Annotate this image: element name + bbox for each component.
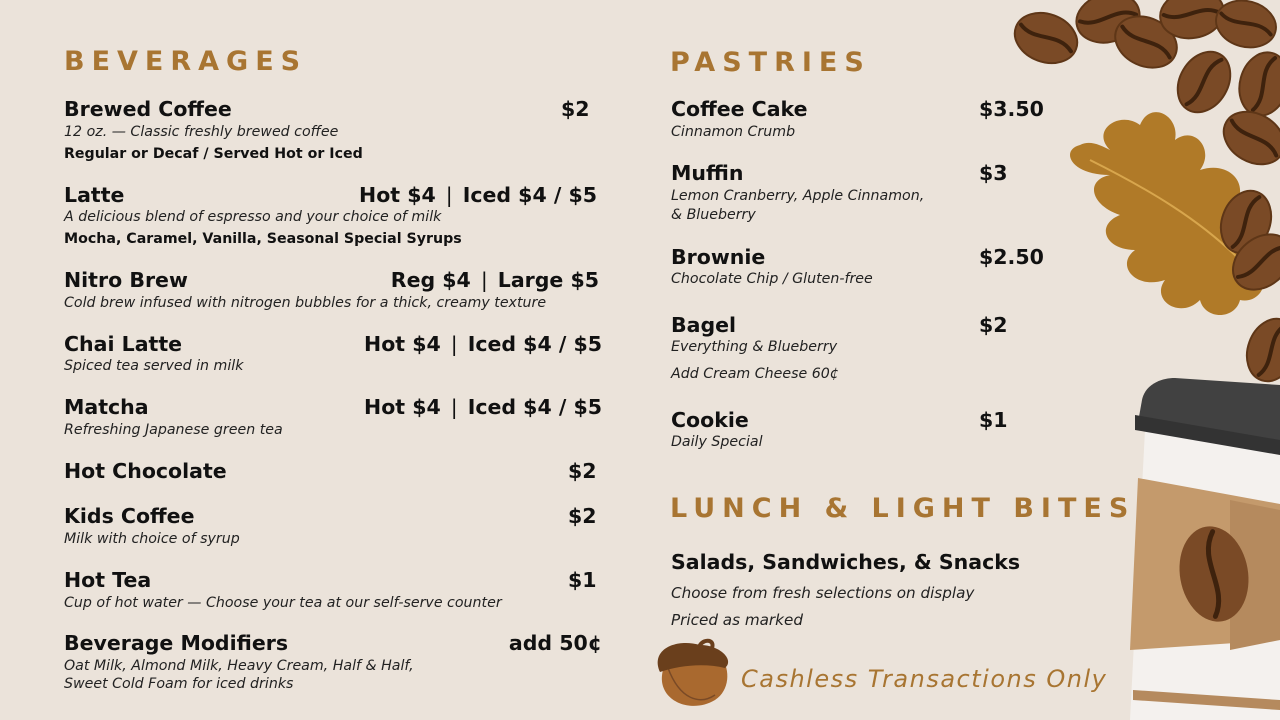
menu-item-desc: Chocolate Chip / Gluten-free [671, 271, 873, 287]
menu-item-desc: 12 oz. — Classic freshly brewed coffee [64, 124, 339, 140]
menu-item-desc: & Blueberry [671, 207, 756, 223]
acorn-icon [658, 641, 728, 706]
menu-item-name: Nitro Brew [64, 268, 188, 292]
menu-item-desc: Milk with choice of syrup [64, 531, 240, 547]
menu-item-price: $2 [979, 313, 1008, 337]
menu-item-price: $2.50 [979, 245, 1044, 269]
menu-item-desc: Sweet Cold Foam for iced drinks [64, 676, 294, 692]
menu-item-name: Hot Chocolate [64, 459, 227, 483]
menu-item-desc: Refreshing Japanese green tea [64, 422, 283, 438]
menu-item-price: add 50¢ [508, 631, 602, 655]
cashless-notice: Cashless Transactions Only [741, 665, 1108, 693]
pastries-heading: PASTRIES [670, 47, 871, 78]
menu-item-name: Chai Latte [64, 332, 183, 356]
menu-item-name: Matcha [64, 395, 149, 419]
menu-item-desc: Spiced tea served in milk [64, 358, 244, 374]
menu-item-desc: Daily Special [671, 434, 763, 450]
lunch-heading: LUNCH & LIGHT BITES [670, 493, 1136, 524]
menu-item-name: Muffin [671, 161, 744, 185]
menu-item-price: $2 [561, 97, 590, 121]
menu-item-name: Coffee Cake [671, 97, 808, 121]
menu-item-price: $3 [979, 161, 1008, 185]
menu-item-desc: Lemon Cranberry, Apple Cinnamon, [671, 188, 925, 204]
menu-item-options: Mocha, Caramel, Vanilla, Seasonal Special Syrups [64, 231, 462, 247]
menu-item-desc: A delicious blend of espresso and your choice of milk [64, 209, 442, 225]
menu-item-options: Regular or Decaf / Served Hot or Iced [64, 146, 363, 162]
menu-item-name: Beverage Modifiers [64, 631, 289, 655]
menu-item-price: $2 [568, 504, 597, 528]
menu-item-name: Latte [64, 183, 125, 207]
menu-item-name: Brownie [671, 245, 766, 269]
menu-item-desc: Oat Milk, Almond Milk, Heavy Cream, Half & Half, [64, 658, 414, 674]
menu-item-name: Bagel [671, 313, 737, 337]
menu-item-price: $2 [568, 459, 597, 483]
menu-item-price: Hot $4 | Iced $4 / $5 [364, 332, 602, 356]
menu-item-name: Hot Tea [64, 568, 152, 592]
lunch-item-desc: Choose from fresh selections on display [671, 584, 975, 602]
menu-item-name: Cookie [671, 408, 749, 432]
beverages-heading: BEVERAGES [64, 46, 308, 77]
menu-item-price: Reg $4 | Large $5 [390, 268, 599, 292]
lunch-item-desc: Priced as marked [671, 611, 803, 629]
menu-item-price: Hot $4 | Iced $4 / $5 [359, 183, 597, 207]
menu-item-name: Brewed Coffee [64, 97, 232, 121]
menu-item-price: $3.50 [979, 97, 1044, 121]
menu-item-price: $1 [979, 408, 1008, 432]
menu-item-desc: Add Cream Cheese 60¢ [671, 366, 839, 382]
coffee-cup-icon [1130, 378, 1280, 720]
menu-item-price: Hot $4 | Iced $4 / $5 [364, 395, 602, 419]
menu-item-price: $1 [568, 568, 597, 592]
menu-item-desc: Everything & Blueberry [671, 339, 838, 355]
lunch-item-name: Salads, Sandwiches, & Snacks [671, 550, 1021, 574]
menu-item-desc: Cold brew infused with nitrogen bubbles for a thick, creamy texture [64, 295, 547, 311]
menu-item-name: Kids Coffee [64, 504, 195, 528]
menu-item-desc: Cup of hot water — Choose your tea at our self-serve counter [64, 595, 502, 611]
menu-item-desc: Cinnamon Crumb [671, 124, 796, 140]
